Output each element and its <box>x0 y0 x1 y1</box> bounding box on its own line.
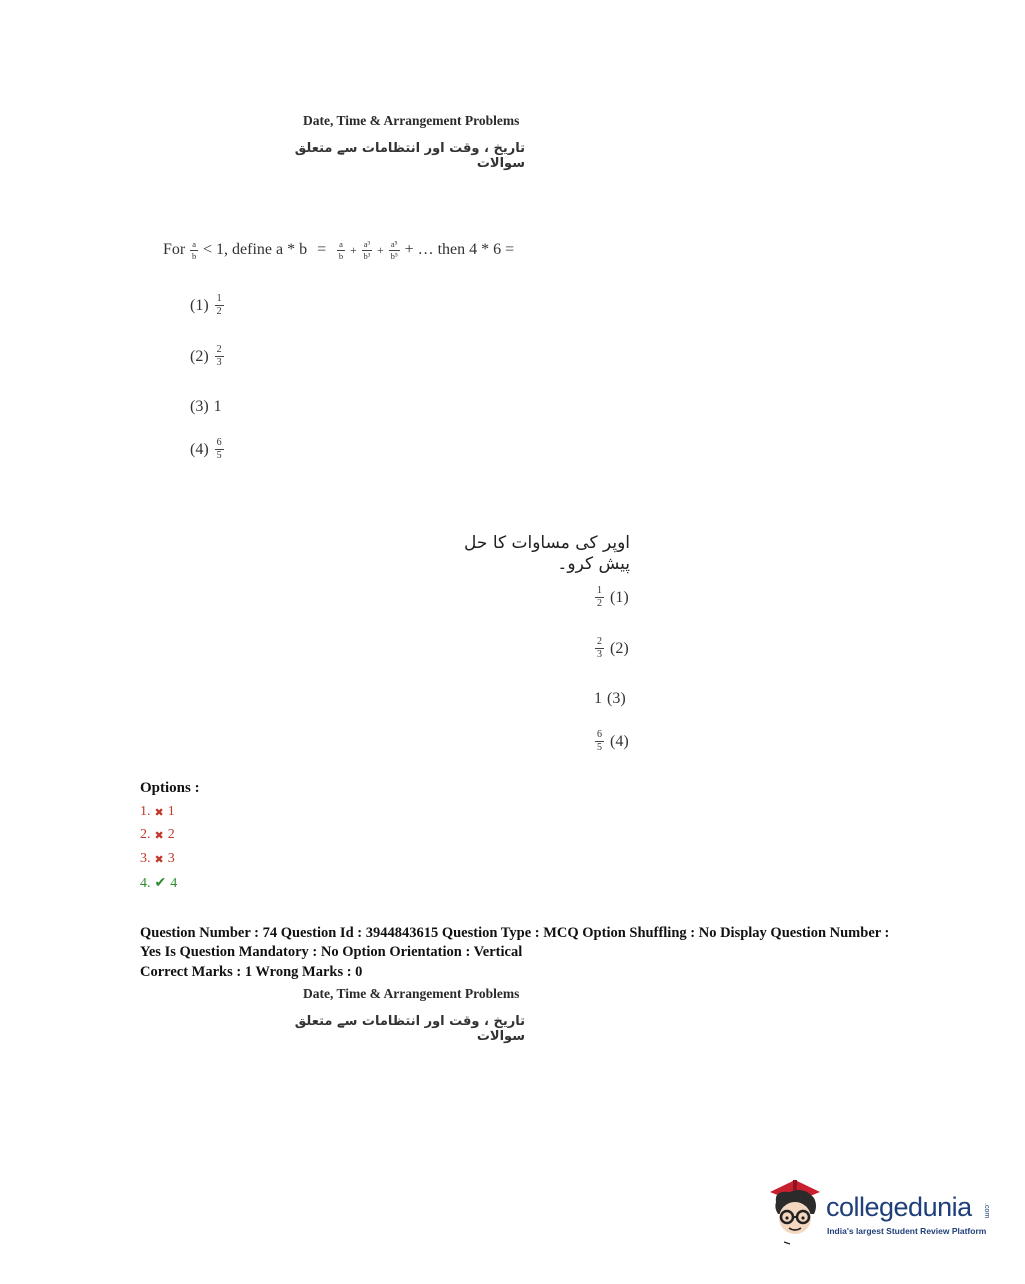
fraction-denominator: 5 <box>216 450 222 461</box>
cross-icon: ✖ <box>154 806 164 819</box>
equals-sign: = <box>317 241 327 258</box>
fraction-numerator: 2 <box>216 344 222 355</box>
urdu-option-4 <box>594 730 629 753</box>
answer-option-3 <box>140 851 175 867</box>
option-index: 3. <box>140 851 151 866</box>
fraction-numerator: 1 <box>216 293 222 304</box>
fraction-denominator: 3 <box>597 649 602 660</box>
fraction-denominator: 2 <box>597 598 602 609</box>
fraction-numerator: a <box>339 239 343 249</box>
option-value: 3 <box>167 851 175 866</box>
fraction-denominator: 2 <box>216 306 222 317</box>
term-3-fraction <box>389 240 400 260</box>
option-label: (3) <box>190 398 209 415</box>
options-title: Options : <box>140 780 200 796</box>
fraction-denominator: b⁵ <box>390 250 398 261</box>
option-value: 1 <box>167 804 175 819</box>
option-value: 4 <box>170 875 178 891</box>
option-fraction <box>215 294 224 317</box>
option-fraction <box>595 637 604 660</box>
option-fraction <box>595 730 604 753</box>
fraction-numerator: 2 <box>597 636 602 647</box>
fraction-denominator: b³ <box>363 250 371 261</box>
term-2-fraction <box>362 240 372 260</box>
fraction-numerator: a⁵ <box>390 239 398 249</box>
next-section-heading-urdu: تاریخ ، وقت اور انتظامات سے متعلق سوالات <box>294 1014 525 1044</box>
option-value: 1 <box>213 398 222 415</box>
fraction-denominator: 3 <box>216 357 222 368</box>
option-label: (2) <box>610 639 629 657</box>
option-label: (1) <box>610 588 629 606</box>
urdu-option-3 <box>594 690 626 708</box>
fraction-denominator: 5 <box>597 742 602 753</box>
question-suffix: + … then 4 * 6 = <box>404 241 515 258</box>
fraction-numerator: 6 <box>216 437 222 448</box>
answer-option-2 <box>140 827 175 843</box>
option-index: 2. <box>140 827 151 842</box>
option-label: (2) <box>190 347 209 365</box>
cross-icon: ✖ <box>154 829 164 842</box>
logo-name: collegedunia <box>826 1192 972 1222</box>
fraction-numerator: 6 <box>597 729 602 740</box>
english-option-3 <box>190 398 222 416</box>
fraction-numerator: 1 <box>597 585 602 596</box>
condition-fraction <box>190 240 198 260</box>
option-fraction <box>595 586 604 609</box>
logo-tagline: India's largest Student Review Platform <box>827 1226 987 1236</box>
fraction-denominator: b <box>192 250 197 261</box>
option-label: (4) <box>610 732 629 750</box>
plus-sign: + <box>349 242 357 257</box>
option-value: 1 <box>594 690 602 707</box>
option-fraction <box>215 438 224 461</box>
check-icon: ✔ <box>154 876 167 891</box>
urdu-option-2 <box>594 637 629 660</box>
section-heading-urdu: تاریخ ، وقت اور انتظامات سے متعلق سوالات <box>294 141 525 171</box>
marks-meta: Correct Marks : 1 Wrong Marks : 0 <box>140 964 363 980</box>
question-text <box>163 240 514 260</box>
english-option-2 <box>190 345 225 368</box>
term-1-fraction <box>337 240 345 260</box>
question-condition: < 1, define a * b <box>203 241 308 258</box>
answer-option-4 <box>140 875 177 892</box>
cross-icon: ✖ <box>154 853 164 866</box>
logo-com: .com <box>983 1203 990 1219</box>
answer-option-1 <box>140 804 175 820</box>
question-prefix: For <box>163 241 186 258</box>
option-index: 4. <box>140 875 151 891</box>
option-label: (1) <box>190 296 209 314</box>
question-meta: Question Number : 74 Question Id : 3944843615 Question Type : MCQ Option Shuffling : No Display Question Number : Yes Is Question Mandatory : No Option Orientation : Vertical <box>140 925 890 960</box>
urdu-question: اوپر کی مساوات کا حل پیش کرو۔ <box>464 533 630 574</box>
option-label: (3) <box>607 690 626 707</box>
collegedunia-logo <box>764 1176 994 1248</box>
fraction-numerator: a³ <box>363 239 371 249</box>
option-label: (4) <box>190 440 209 458</box>
fraction-numerator: a <box>192 239 197 249</box>
option-fraction <box>215 345 224 368</box>
next-section-heading: Date, Time & Arrangement Problems <box>303 986 520 1001</box>
english-option-1 <box>190 294 225 317</box>
english-option-4 <box>190 438 225 461</box>
fraction-denominator: b <box>338 250 344 261</box>
section-heading: Date, Time & Arrangement Problems <box>303 113 520 128</box>
urdu-option-1 <box>594 586 629 609</box>
option-index: 1. <box>140 804 151 819</box>
option-value: 2 <box>167 827 175 842</box>
mascot-icon <box>764 1176 826 1246</box>
plus-sign: + <box>377 242 384 257</box>
